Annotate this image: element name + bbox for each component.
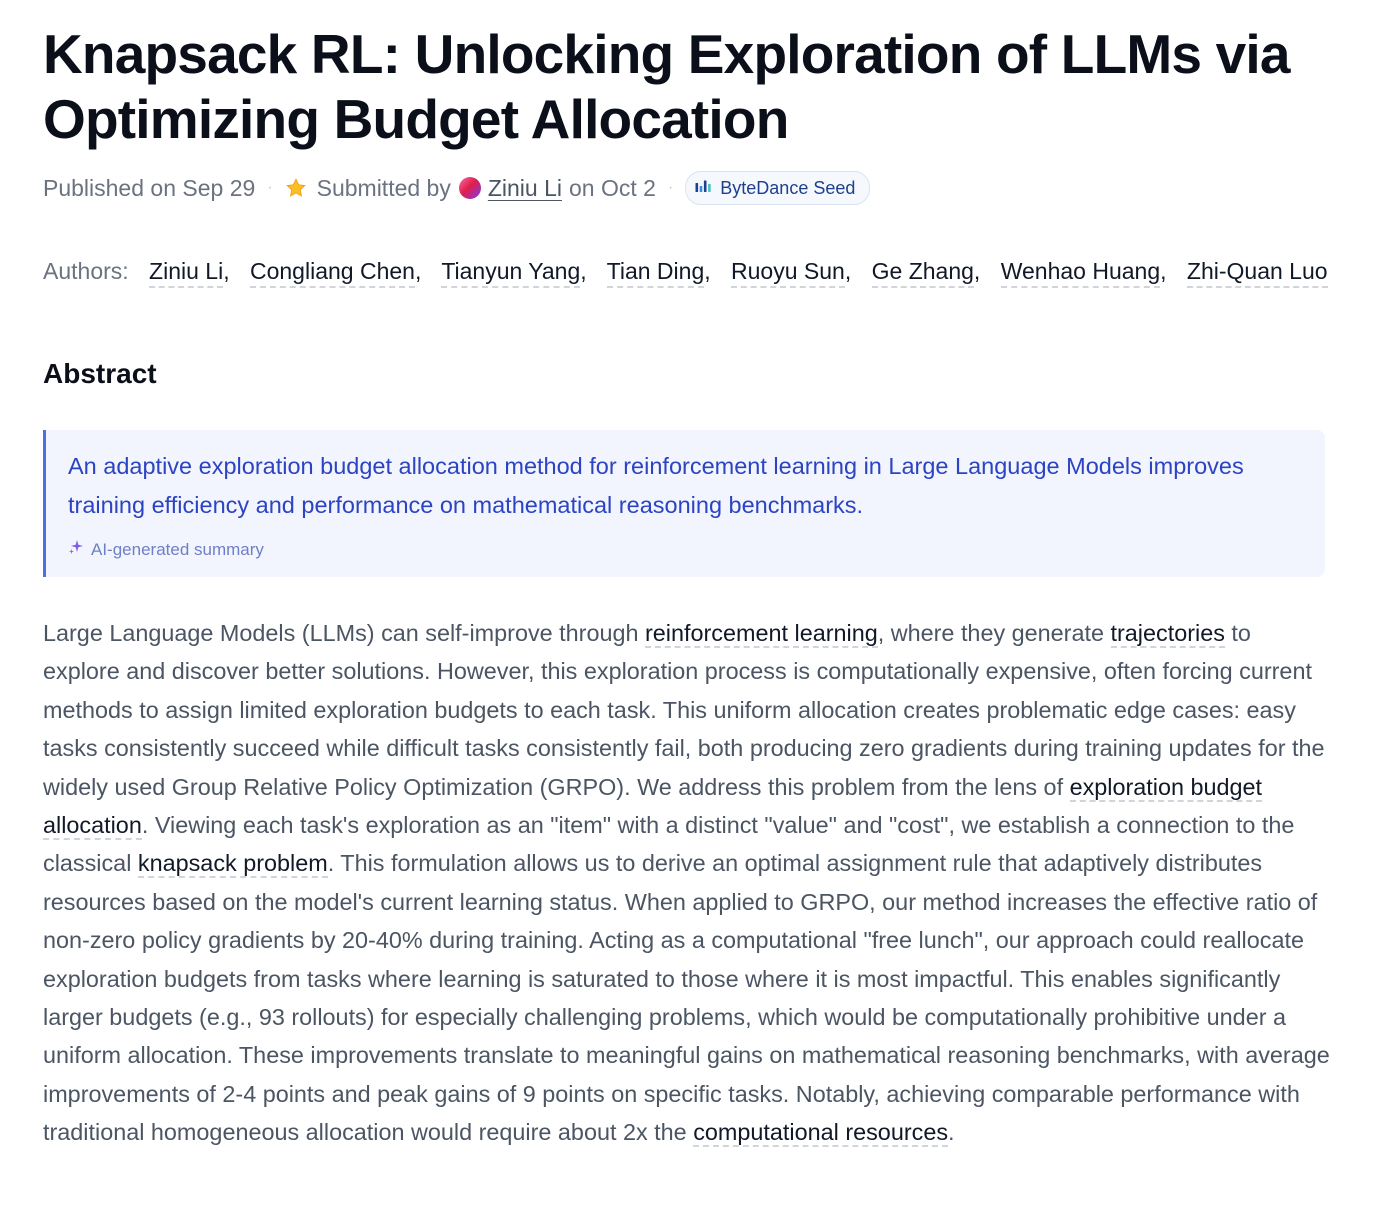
bar-chart-icon (695, 178, 713, 199)
author-separator: , (844, 258, 852, 284)
abstract-text: . This formulation allows us to derive an optimal assignment rule that adaptively distributes resources based on the model's current learning status. When applied to GRPO, our method increases the effective ratio of non-zero policy gradients by 20-40% during training. Acting as a computational "free lunch", our approach could reallocate exploration budgets from tasks where learning is saturated to those where it is most impactful. This enables significantly larger budgets (e.g., 93 rollouts) for especially challenging problems, which would be computationally prohibitive under a uniform allocation. These improvements translate to meaningful gains on mathematical reasoning benchmarks, with average improvements of 2-4 points and peak gains of 9 points on specific tasks. Notably, achieving comparable performance with traditional homogeneous allocation would require about 2x the (43, 850, 1330, 1146)
term-link[interactable]: reinforcement learning (645, 620, 878, 646)
abstract-text: . (948, 1119, 955, 1146)
ai-summary-label: AI-generated summary (91, 539, 264, 559)
paper-title (43, 22, 1343, 152)
author-link[interactable]: Tian Ding (607, 258, 705, 288)
submitter-link[interactable]: Ziniu Li (487, 174, 563, 201)
abstract-text: , where they generate (877, 620, 1111, 646)
organization-badge[interactable] (685, 171, 870, 205)
author-separator: , (580, 258, 587, 284)
author-link[interactable]: Ge Zhang (872, 258, 974, 288)
meta-separator-2: · (667, 179, 674, 196)
organization-name: ByteDance Seed (720, 177, 856, 198)
star-icon (285, 177, 307, 199)
author-link[interactable]: Zhi-Quan Luo (1187, 258, 1328, 288)
author-link[interactable]: Ziniu Li (149, 258, 223, 288)
author-link[interactable]: Ruoyu Sun (731, 258, 845, 288)
submitted-by-label: Submitted by (316, 174, 451, 201)
abstract-text: . Viewing each task's exploration as an "item" with a distinct "value" and "cost", we establish a connection to the classical (43, 812, 1295, 877)
abstract-heading: Abstract (43, 358, 157, 389)
paper-title-line-2: Optimizing Budget Allocation (43, 88, 789, 150)
author-link[interactable]: Wenhao Huang (1001, 258, 1160, 288)
published-date: Published on Sep 29 (43, 174, 256, 201)
author-separator: , (223, 258, 230, 284)
term-link[interactable]: trajectories (1110, 620, 1225, 646)
author-separator: , (414, 258, 422, 284)
author-separator: , (973, 258, 981, 284)
submitted-date: on Oct 2 (569, 174, 656, 201)
author-link[interactable]: Tianyun Yang (441, 258, 580, 288)
term-link[interactable]: computational resources (693, 1119, 949, 1146)
abstract-text: to explore and discover better solutions. However, this exploration process is computationally expensive, often forcing current methods to assign limited exploration budgets to each task. This uniform allocation creates problematic edge cases: easy tasks consistently succeed while difficult tasks consistently fail, both producing zero gradients during training updates for the widely used Group Relative Policy Optimization (GRPO). We address this problem from the lens of (43, 620, 1325, 800)
author-separator: , (1160, 258, 1167, 284)
paper-meta (43, 170, 1343, 206)
term-link[interactable]: knapsack problem (137, 850, 328, 877)
term-link[interactable]: exploration budget allocation (43, 773, 1263, 839)
ai-summary-box (43, 430, 1325, 577)
author-separator: , (704, 258, 711, 284)
avatar[interactable] (459, 177, 481, 199)
authors-line (43, 258, 1343, 285)
abstract-text: Large Language Models (LLMs) can self-improve through (43, 620, 645, 646)
author-link[interactable]: Congliang Chen (250, 258, 415, 288)
authors-label: Authors: (43, 258, 129, 284)
meta-separator: · (267, 179, 273, 196)
ai-summary-text: An adaptive exploration budget allocation method for reinforcement learning in Large Language Models improves training efficiency and performance on mathematical reasoning benchmarks. (68, 453, 1244, 518)
ai-summary-tag (68, 539, 1303, 560)
abstract-body (43, 614, 1333, 1152)
paper-title-line-1: Knapsack RL: Unlocking Exploration of LLMs via (43, 23, 1290, 85)
sparkle-icon (68, 539, 84, 560)
